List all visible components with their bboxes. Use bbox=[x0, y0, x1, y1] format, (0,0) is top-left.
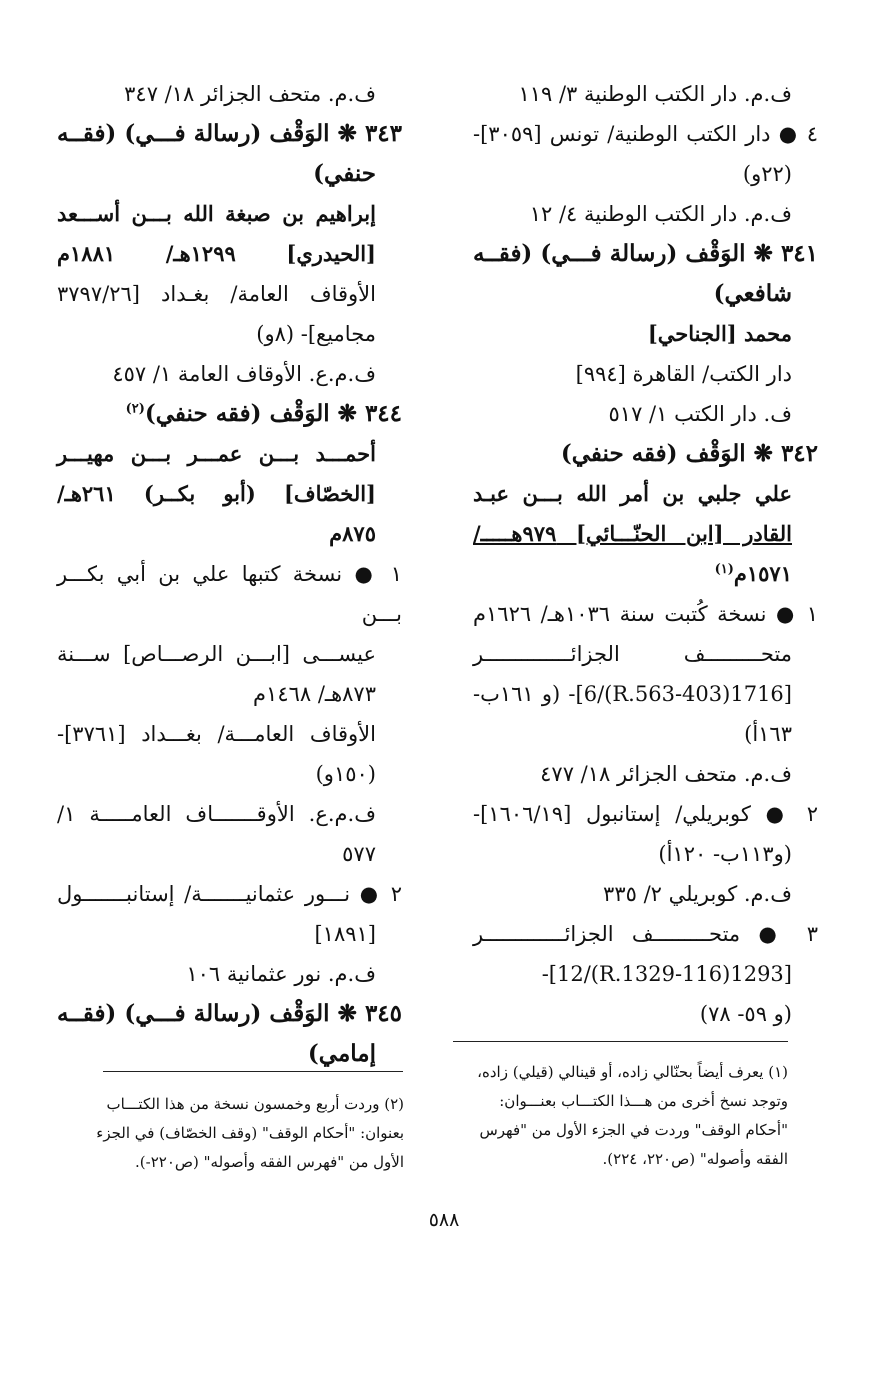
footnote-left-line: (٢) وردت أربع وخمسون نسخة من هذا الكتـــاب bbox=[106, 1095, 404, 1113]
right-column-line-text: [1293(116-R.1329)/12]- bbox=[541, 962, 792, 986]
footnote-rule-left bbox=[103, 1071, 403, 1072]
left-column-line-text: مجاميع]- (٨و) bbox=[256, 322, 376, 346]
footnote-marker: (٢) bbox=[125, 401, 145, 417]
left-column-line bbox=[57, 674, 402, 714]
right-column-line bbox=[473, 434, 818, 474]
left-column-line-text: ٥٧٧ bbox=[342, 842, 376, 866]
right-column-line-text: علي جلبي بن أمر الله بـــن عبـد bbox=[473, 481, 792, 506]
right-column-line-text: ٤ ● دار الكتب الوطنية/ تونس [٣٠٥٩]- bbox=[473, 122, 818, 146]
footnote-marker: (١) bbox=[714, 562, 734, 577]
left-column-line bbox=[57, 74, 402, 114]
left-column-line-text: عيســـى [ابـــن الرصـــاص] ســـنة bbox=[57, 642, 376, 666]
right-column-line-text: القادر [ابن الحنّـــائي] ٩٧٩هـــــ/ bbox=[473, 521, 792, 546]
left-column-line bbox=[57, 114, 402, 154]
right-column-line-text: ٢ ● كوبريلي/ إستانبول [١٦٠٦/١٩]- bbox=[473, 802, 818, 826]
left-column-line-text: [الحيدري] ١٢٩٩هـ/ ١٨٨١م bbox=[57, 241, 376, 266]
left-column-line bbox=[57, 274, 402, 314]
left-column-line-text: ف.م. نور عثمانية ١٠٦ bbox=[186, 962, 376, 986]
right-column-line bbox=[473, 754, 818, 794]
right-column-line bbox=[473, 234, 818, 274]
right-column-line bbox=[473, 954, 818, 994]
right-column-line-text: شافعي) bbox=[713, 280, 792, 307]
left-column-line bbox=[57, 514, 402, 554]
right-column-line-text: ١٥٧١م bbox=[733, 561, 792, 586]
right-column-line bbox=[473, 874, 818, 914]
left-column-line bbox=[57, 434, 402, 474]
footnote-left-line: بعنوان: "أحكام الوقف" (وقف الخصّاف) في الجزء bbox=[96, 1124, 404, 1142]
right-column-line bbox=[473, 314, 818, 354]
right-column-line bbox=[473, 74, 818, 114]
left-column-line-text: إبراهيم بن صبغة الله بـــن أســـعد bbox=[57, 201, 376, 226]
right-column-line-text: ف.م. متحف الجزائر ١٨/ ٤٧٧ bbox=[540, 762, 792, 786]
footnote-right bbox=[448, 1058, 788, 1174]
right-column-line-text: (و١١٣ب- ١٢٠أ) bbox=[658, 842, 792, 866]
left-column-line-text: الأوقاف العامة/ بغـداد [٣٧٩٧/٢٦ bbox=[57, 282, 376, 306]
right-column-line bbox=[473, 514, 818, 554]
right-column-line bbox=[473, 194, 818, 234]
left-column-line-text: [١٨٩١] bbox=[314, 922, 376, 946]
right-column-line-text: [1716(403-R.563)/6]- (و ١٦١ب- bbox=[473, 682, 792, 706]
right-column-line-text: محمد [الجناحي] bbox=[647, 321, 792, 346]
left-column-line-text: إمامي) bbox=[307, 1040, 376, 1067]
left-column-line bbox=[57, 794, 402, 834]
left-column-line-text: ٨٧٥م bbox=[329, 521, 376, 546]
footnote-right-line: "أحكام الوقف" وردت في الجزء الأول من "فهرس bbox=[479, 1121, 788, 1139]
right-column-line bbox=[473, 154, 818, 194]
left-column-line bbox=[57, 234, 402, 274]
footnote-right-line: (١) يعرف أيضاً بحنّالي زاده، أو قينالي (قيلي) زاده، bbox=[477, 1063, 788, 1081]
footnote-left-line: الأول من "فهرس الفقه وأصوله" (ص٢٢٠-). bbox=[135, 1153, 404, 1171]
right-column-line bbox=[473, 114, 818, 154]
left-column-line-text: ٣٤٣ ❋ الوَقْف (رسالة فـــي) (فقــه bbox=[57, 120, 402, 147]
right-column-line bbox=[473, 594, 818, 634]
left-column-line-text: [الخصّاف] (أبو بكــر) ٢٦١هـ/ bbox=[57, 481, 376, 506]
right-column-line-text: دار الكتب/ القاهرة [٩٩٤] bbox=[575, 362, 792, 386]
left-column-line-text: ١ ● نسخة كتبها علي بن أبي بكـــر بـــن bbox=[57, 562, 402, 626]
right-column-line bbox=[473, 714, 818, 754]
right-column-line bbox=[473, 354, 818, 394]
right-column-line bbox=[473, 474, 818, 514]
right-column-line-text: ٣٤٢ ❋ الوَقْف (فقه حنفي) bbox=[560, 440, 818, 467]
left-column-line-text: الأوقاف العامـــة/ بغـــداد [٣٧٦١]- bbox=[57, 722, 376, 746]
right-column-line-text: ١ ● نسخة كُتبت سنة ١٠٣٦هـ/ ١٦٢٦م bbox=[473, 602, 819, 626]
left-column-line bbox=[57, 834, 402, 874]
right-column-line bbox=[473, 834, 818, 874]
left-column-line bbox=[57, 394, 402, 434]
right-column-line-text: ف.م. دار الكتب الوطنية ٤/ ١٢ bbox=[529, 202, 792, 226]
right-column-line bbox=[473, 634, 818, 674]
right-column-line bbox=[473, 914, 818, 954]
left-column-line bbox=[57, 194, 402, 234]
left-column-line bbox=[57, 474, 402, 514]
footnote-right-line: الفقه وأصوله" (ص٢٢٠، ٢٢٤). bbox=[602, 1150, 788, 1168]
left-column-line bbox=[57, 714, 402, 754]
left-column-line bbox=[57, 154, 402, 194]
footnote-left bbox=[72, 1090, 404, 1177]
left-column-line-text: أحمـــد بـــن عمـــر بـــن مهيـــر bbox=[57, 441, 376, 466]
left-column-line bbox=[57, 754, 402, 794]
left-column-line-text: ٨٧٣هـ/ ١٤٦٨م bbox=[253, 682, 376, 706]
footnote-right-line: وتوجد نسخ أخرى من هـــذا الكتـــاب بعنـــوان: bbox=[499, 1092, 788, 1110]
right-column-line bbox=[473, 994, 818, 1034]
left-column-line bbox=[57, 1034, 402, 1074]
left-column-line bbox=[57, 874, 402, 914]
left-column-line-text: ف.م.ع. الأوقاف العامة ١/ ٤٥٧ bbox=[112, 362, 376, 386]
right-column-line-text: متحـــــــــف الجزائــــــــــــــر bbox=[473, 642, 792, 666]
left-column-line bbox=[57, 634, 402, 674]
left-column bbox=[57, 74, 402, 1074]
left-column-line-text: (١٥٠و) bbox=[315, 762, 376, 786]
left-column-line-text: ٣٤٥ ❋ الوَقْف (رسالة فـــي) (فقــه bbox=[57, 1000, 402, 1027]
left-column-line-text: ف.م.ع. الأوقـــــــاف العامـــــة ١/ bbox=[57, 802, 376, 826]
right-column-line bbox=[473, 794, 818, 834]
right-column-line-text: ٣٤١ ❋ الوَقْف (رسالة فـــي) (فقــه bbox=[473, 240, 818, 267]
left-column-line-text: ف.م. متحف الجزائر ١٨/ ٣٤٧ bbox=[124, 82, 376, 106]
left-column-line bbox=[57, 994, 402, 1034]
right-column-line bbox=[473, 274, 818, 314]
left-column-line-text: حنفي) bbox=[313, 160, 376, 187]
right-column-line-text: ف.م. دار الكتب الوطنية ٣/ ١١٩ bbox=[518, 82, 792, 106]
right-column-line-text: ١٦٣أ) bbox=[744, 722, 792, 746]
left-column-line bbox=[57, 354, 402, 394]
left-column-line bbox=[57, 554, 402, 634]
right-column-line bbox=[473, 394, 818, 434]
left-column-line-text: ٢ ● نـــور عثمانيـــــــة/ إستانبـــــــول bbox=[57, 882, 402, 906]
right-column bbox=[473, 74, 818, 1034]
left-column-line bbox=[57, 314, 402, 354]
left-column-line bbox=[57, 914, 402, 954]
right-column-line-text: ٣ ● متحـــــــــف الجزائـــــــــــــر bbox=[473, 922, 818, 946]
right-column-line bbox=[473, 554, 818, 594]
right-column-line-text: ف. دار الكتب ١/ ٥١٧ bbox=[608, 402, 792, 426]
right-column-line bbox=[473, 674, 818, 714]
footnote-rule-right bbox=[453, 1041, 788, 1042]
page-number: ٥٨٨ bbox=[428, 1209, 460, 1231]
right-column-line-text: ف.م. كوبريلي ٢/ ٣٣٥ bbox=[603, 882, 792, 906]
left-column-line-text: ٣٤٤ ❋ الوَقْف (فقه حنفي) bbox=[144, 400, 402, 427]
left-column-line bbox=[57, 954, 402, 994]
right-column-line-text: (و ٥٩- ٧٨) bbox=[699, 1002, 792, 1026]
right-column-line-text: (٢٢و) bbox=[742, 162, 792, 186]
